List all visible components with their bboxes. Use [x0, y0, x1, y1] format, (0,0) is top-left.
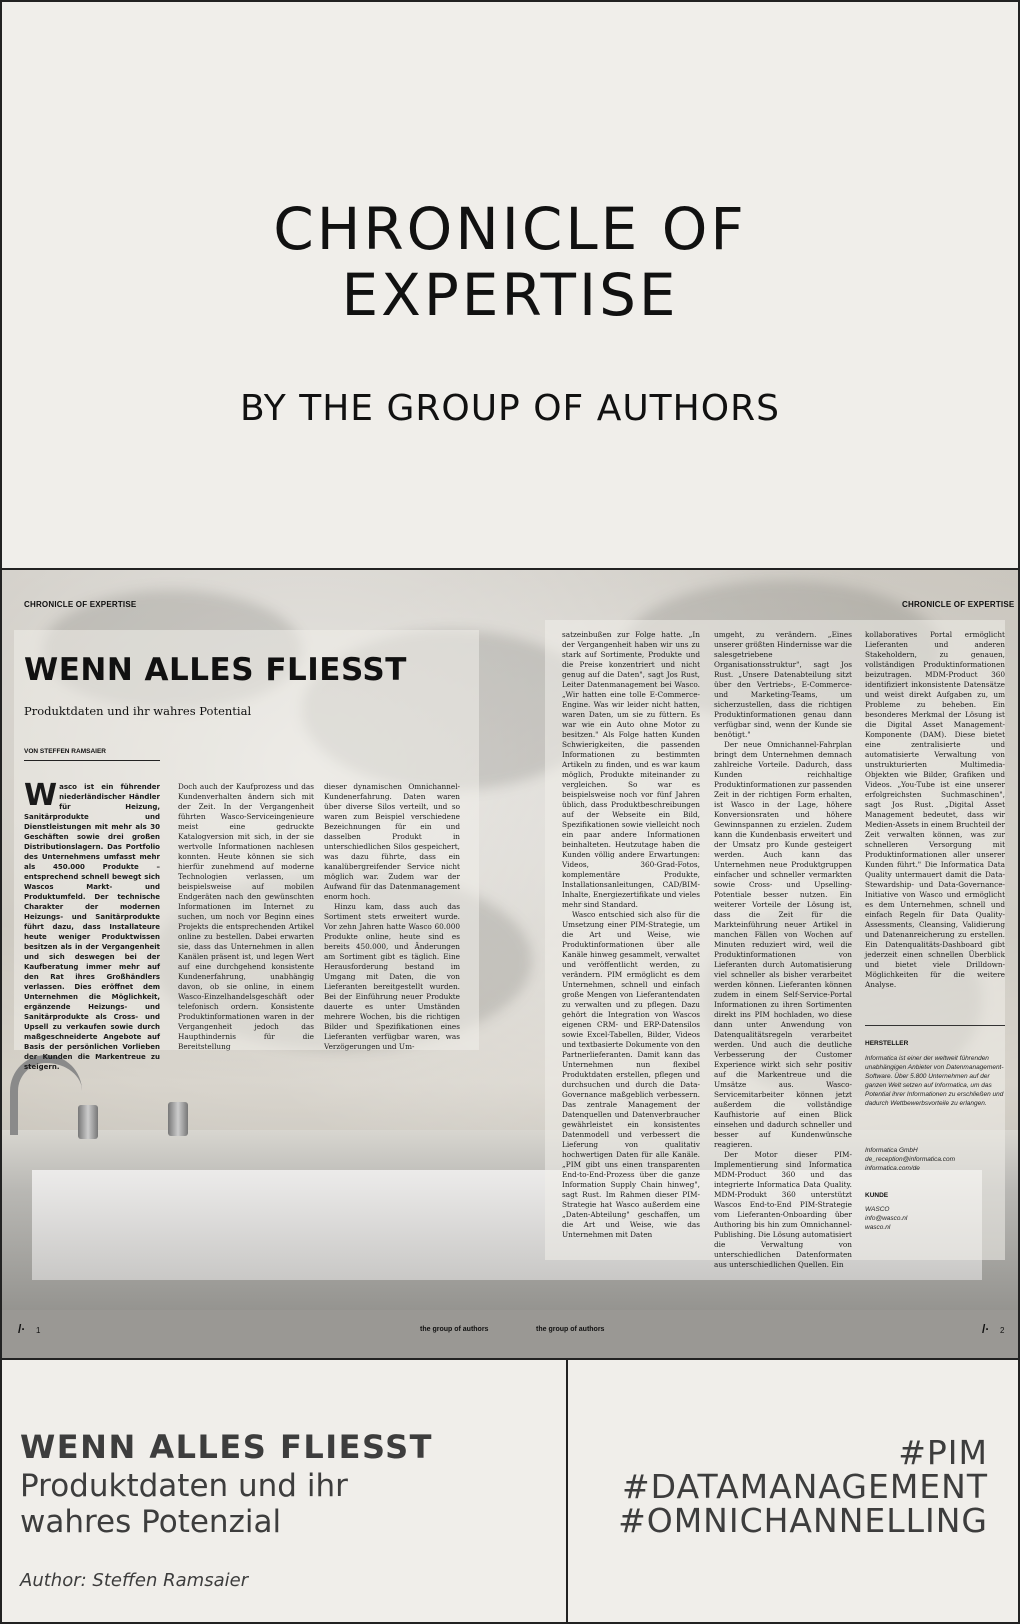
- sink-lip: [2, 1310, 1018, 1358]
- article-column-2: [178, 782, 314, 1051]
- hashtag: #PIM: [898, 1433, 988, 1472]
- drop-cap: W: [24, 778, 58, 813]
- column-4-paragraph: satzeinbußen zur Folge hatte. „In der Vergangenheit haben wir uns zu stark auf Sortimente, Produkte und die Preise konzentriert und nicht genug auf die Daten", sagt Jos Rust, Leiter Datenmanagement bei Wasco. „Wir hatten eine tolle E-Commerce-Engine. Was wir leider nicht hatten, waren Daten, um sie zu füttern. Es war wie ein Auto ohne Motor zu besitzen." Als Folge hatten Kunden Schwierigkeiten, die passenden Informationen zu bestimmten Artikeln zu finden, und es war kaum möglich, Produkte miteinander zu vergleichen. So war es beispielsweise noch vor fünf Jahren üblich, dass Produktbeschreibungen auf der Webseite ein Bild, Spezifikationen sowie vielleicht noch ein paar andere Informationen beinhalteten. Heutzutage haben die Kunden völlig andere Erwartungen: Videos, 360-Grad-Fotos, komplementäre Produkte, Installationsanleitungen, CAD/BIM-Inhalte, Energiezertifikate und vieles mehr sind Standard.: [562, 630, 700, 909]
- hashtag: #OMNICHANNELLING: [618, 1501, 988, 1540]
- magazine-spread-image: [2, 570, 1018, 1358]
- article-column-1: [24, 778, 160, 1071]
- article-byline: VON STEFFEN RAMSAIER: [24, 748, 106, 755]
- manufacturer-heading: HERSTELLER: [865, 1040, 909, 1047]
- hero-title-line2: EXPERTISE: [341, 261, 679, 329]
- running-head-left: CHRONICLE OF EXPERTISE: [24, 600, 137, 609]
- column-4-paragraph: Wasco entschied sich also für die Umsetzung einer PIM-Strategie, um die Art und Weise, wie Produktinformationen über alle Kanäle hinweg gesammelt, verwaltet und veröffentlicht werden, zu verändern. PIM ermöglicht es dem Unternehmen, schnell und einfach große Mengen von Lieferantendaten zu verwalten und zu pflegen. Dazu gehört die Integration von Wascos eigenen CRM- und ERP-Datensilos sowie Excel-Tabellen, Bilder, Videos und textbasierte Dokumente von den Partnerlieferanten. Damit kann das Unternehmen nun flexibel Produktdaten erstellen, pflegen und durchsuchen und durch die Data-Governance maßgeblich verbessern. Das zentrale Management der Datenquellen und Datenverbraucher gewährleistet ein konsistentes Datenmodell und verbessert die Lieferung von qualitativ hochwertigen Daten für alle Kanäle. „PIM gibt uns einen transparenten End-to-End-Prozess über die ganze Information Supply Chain hinweg", sagt Rust. Im Rahmen dieser PIM-Strategie hat Wasco außerdem eine „Daten-Abteilung" geschaffen, um die Art und Weise, wie das Unternehmen mit Daten: [562, 910, 700, 1239]
- article-column-5: [714, 630, 852, 1269]
- customer-contact: WASCO info@wasco.nl wasco.nl: [865, 1206, 908, 1231]
- footer-brand-left: the group of authors: [420, 1326, 489, 1333]
- article-subtitle: Produktdaten und ihr wahres Potential: [24, 704, 252, 718]
- byline-rule: [24, 760, 160, 761]
- bottom-subtitle-line2: wahres Potenzial: [20, 1504, 282, 1540]
- column-5-paragraph: umgeht, zu verändern. „Eines unserer größten Hindernisse war die salesgetriebene Organisationsstruktur", sagt Jos Rust. „Unsere Datenabteilung sitzt über den Vertriebs-, E-Commerce- und Marketing-Teams, um sicherzustellen, dass die richtigen Produktinformationen genau dann verfügbar sind, wenn der Kunde sie benötigt.": [714, 630, 852, 739]
- hero-title-line1: CHRONICLE OF: [273, 195, 747, 263]
- article-column-4: [562, 630, 700, 1260]
- page-number-left: 1: [36, 1326, 41, 1335]
- folio-mark-right: /·: [982, 1322, 990, 1336]
- manufacturer-contact: Informatica GmbH de_reception@informatica.com informatica.com/de: [865, 1147, 956, 1172]
- column-2-text: Doch auch der Kaufprozess und das Kundenverhalten ändern sich mit der Zeit. In der Vergangenheit führten Wasco-Serviceingenieure meist eine gedruckte Katalogversion mit sich, in der sie wertvolle Informationen nachlesen konnten. Heute können sie sich hierfür zunehmend auf moderne Technologien verlassen, um beispielsweise auf mobilen Endgeräten nach den gewünschten Informationen im Internet zu suchen, um noch vor Beginn eines Projekts die entsprechenden Artikel online zu bestellen. Dabei erwarten sie, dass das Unternehmen in allen Kanälen präsent ist, und legen Wert auf eine durchgehend konsistente Kundenerfahrung, unabhängig davon, ob sie online, in einem Wasco-Einzelhandelsgeschäft oder telefonisch ordern. Konsistente Produktinformationen waren in der Vergangenheit jedoch das Haupthindernis für die Bereitstellung: [178, 782, 314, 1051]
- bottom-author: Author: Steffen Ramsaier: [20, 1570, 249, 1591]
- running-head-right: CHRONICLE OF EXPERTISE: [902, 600, 1015, 609]
- hashtag: #DATAMANAGEMENT: [622, 1467, 988, 1506]
- tap-knob-icon: [78, 1105, 98, 1139]
- lead-text: asco ist ein führender niederländischer Händler für Heizung, Sanitärprodukte und Dienstleistungen mit mehr als 30 Geschäften sowie drei großen Distributionslagern. Das Portfolio des Unternehmens umfasst mehr als 450.000 Produkte – entsprechend schnell bewegt sich Wascos Markt- und Produktumfeld. Der technische Charakter der modernen Heizungs- und Sanitärprodukte führt dazu, dass Installateure heute weniger Produktwissen besitzen als in der Vergangenheit und sich deswegen bei der Kaufberatung immer mehr auf den Rat ihres Großhändlers verlassen. Dies eröffnet dem Unternehmen die Möglichkeit, ergänzende Heizungs- und Sanitärprodukte als Cross- und Upsell zu verkaufen sowie durch maßgeschneiderte Angebote auf Basis der persönlichen Vorlieben der Kunden die Markentreue zu steigern.: [24, 783, 160, 1071]
- article-column-6: [865, 630, 1005, 1020]
- hero-header: [0, 0, 1020, 570]
- bottom-divider: [566, 1358, 568, 1624]
- bottom-subtitle: [20, 1468, 540, 1540]
- column-3-paragraph: dieser dynamischen Omnichannel-Kundenerfahrung. Daten waren über diverse Silos verteilt, und so waren zum Beispiel verschiedene Bezeichnungen für ein und dasselben Produkt in unterschiedlichen Silos gespeichert, was dazu führte, dass ein kanalübergreifender Service nicht möglich war. Zudem war der Aufwand für das Datenmanagement enorm hoch.: [324, 782, 460, 901]
- customer-heading: KUNDE: [865, 1192, 889, 1199]
- info-box-rule: [865, 1025, 1005, 1026]
- column-5-paragraph: Der neue Omnichannel-Fahrplan bringt dem Unternehmen demnach zahlreiche Vorteile. Dadurch, dass Kunden reichhaltige Produktinformationen zur passenden Zeit in der richtigen Form erhalten, ist Wasco in der Lage, höhere Konversionsraten und höhere Gewinnspannen zu erzielen. Zudem kann die Kundenbasis erweitert und der Umsatz pro Kunde gesteigert werden. Auch kann das Unternehmen neue Produktgruppen einfacher und schneller vermarkten sowie Cross- und Upselling-Potentiale besser nutzen. Ein weiterer Vorteile der Lösung ist, dass die Zeit für die Markteinführung neuer Artikel in manchen Fällen von Wochen auf Minuten reduziert wird, weil die Produktinformationen von Lieferanten durch Automatisierung viel schneller als bisher verarbeitet werden können. Lieferanten können zudem in einem Self-Service-Portal Informationen zu ihren Sortimenten direkt ins PIM hochladen, wo diese dann unter Anwendung von Datenqualitätsregeln verarbeitet werden. Und auch die deutliche Verbesserung der Customer Experience wirkt sich sehr positiv auf die Markentreue und die Umsätze aus. Wasco-Servicemitarbeiter können jetzt außerdem die vollständige Kaufhistorie auf einen Blick einsehen und dadurch schneller und besser auf Kundenwünsche reagieren.: [714, 740, 852, 1149]
- article-column-3: [324, 782, 460, 1051]
- manufacturer-description: Informatica ist einer der weltweit führenden unabhängigen Anbieter von Datenmanagement-Software. Über 5.800 Unternehmen auf der ganzen Welt setzen auf Informatica, um das Potential ihrer Informationen zu erschließen und dadurch Wettbewerbsvorteile zu erlangen.: [865, 1055, 1004, 1107]
- bottom-subtitle-line1: Produktdaten und ihr: [20, 1468, 348, 1504]
- hashtag-list: [618, 1433, 988, 1540]
- column-6-text: kollaboratives Portal ermöglicht Lieferanten und anderen Stakeholdern, zu genauen, vollständigen Produktinformationen beizutragen. MDM-Product 360 identifiziert inkonsistente Datensätze und weist direkt Aufgaben zu, um Probleme zu beheben. Ein besonderes Merkmal der Lösung ist die Digital Asset Management-Komponente (DAM). Diese bietet eine zentralisierte und automatisierte Verwaltung von unstrukturierten Multimedia-Objekten wie Bilder, Grafiken und Videos. „You-Tube ist eine unserer erfolgreichsten Suchmaschinen", sagt Jos Rust. „Digital Asset Management bedeutet, dass wir Medien-Assets in einem Bruchteil der Zeit verwalten können, was zur schnelleren Versorgung mit Produktinformationen aller unserer Kunden führt." Die Informatica Data Quality untermauert damit die Data-Stewardship- und Data-Governance-Initiative von Wasco und ermöglicht es dem Unternehmen, schnell und einfach Regeln für Data Quality-Assessments, Cleansing, Validierung und Datenanreicherung zu erstellen. Ein Datenqualitäts-Dashboard gibt jederzeit einen schnellen Überblick und bietet viele Drilldown-Möglichkeiten für die weitere Analyse.: [865, 630, 1005, 989]
- column-3-paragraph: Hinzu kam, dass auch das Sortiment stets erweitert wurde. Vor zehn Jahren hatte Wasco 60.000 Produkte online, heute sind es bereits 450.000, und Änderungen am Sortiment gibt es täglich. Eine Herausforderung bestand im Umgang mit Daten, die von Lieferanten bereitgestellt wurden. Bei der Einführung neuer Produkte dauerte es unter Umständen mehrere Wochen, bis die richtigen Bilder und Spezifikationen eines Lieferanten verfügbar waren, was Verzögerungen und Um-: [324, 902, 460, 1051]
- folio-mark-left: /·: [18, 1322, 26, 1336]
- footer-brand-right: the group of authors: [536, 1326, 605, 1333]
- hero-title: [0, 196, 1020, 328]
- tap-knob-icon: [168, 1102, 188, 1136]
- page-number-right: 2: [1000, 1326, 1005, 1335]
- hero-subtitle: BY THE GROUP OF AUTHORS: [240, 388, 780, 429]
- article-title: WENN ALLES FLIESST: [24, 652, 407, 688]
- column-5-paragraph: Der Motor dieser PIM-Implementierung sind Informatica MDM-Product 360 und das integrierte Informatica Data Quality. MDM-Produkt 360 unterstützt Wascos End-to-End PIM-Strategie vom Lieferanten-Onboarding über Authoring bis hin zum Omnichannel-Publishing. Die Lösung automatisiert die Verwaltung von unterschiedlichen Datenformaten aus unterschiedlichen Quellen. Ein: [714, 1150, 852, 1269]
- bottom-title: WENN ALLES FLIESST: [20, 1428, 433, 1466]
